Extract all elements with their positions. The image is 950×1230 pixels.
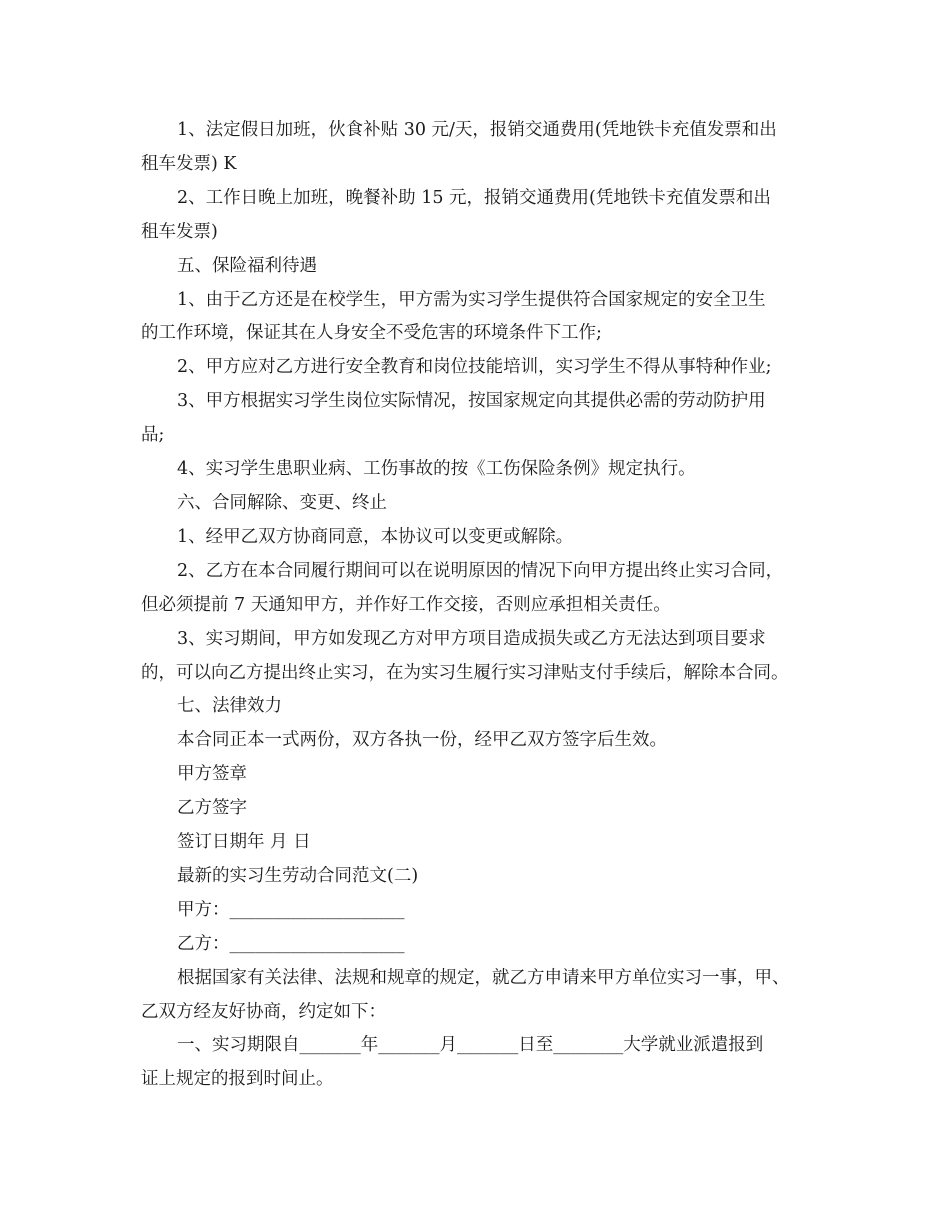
text-line: 3、甲方根据实习学生岗位实际情况，按国家规定向其提供必需的劳动防护用: [177, 391, 766, 412]
text-line: 4、实习学生患职业病、工伤事故的按《工伤保险条例》规定执行。: [177, 459, 696, 480]
text-line: 2、乙方在本合同履行期间可以在说明原因的情况下向甲方提出终止实习合同，: [177, 560, 784, 581]
text-line: 租车发票): [141, 221, 218, 242]
section-heading: 六、合同解除、变更、终止: [177, 492, 387, 513]
document-subtitle: 最新的实习生劳动合同范文(二): [177, 865, 419, 886]
text-line: 本合同正本一式两份，双方各执一份，经甲乙双方签字后生效。: [177, 730, 667, 751]
party-a-field: 甲方：____________________: [177, 899, 405, 920]
signature-line-party-a: 甲方签章: [177, 764, 247, 785]
text-line: 证上规定的报到时间止。: [141, 1069, 334, 1090]
text-line: 根据国家有关法律、法规和规章的规定，就乙方申请来甲方单位实习一事，甲、: [177, 967, 790, 988]
text-line: 一、实习期限自_______年_______月_______日至________大学就业派遣报到: [177, 1035, 764, 1056]
text-line: 乙双方经友好协商，约定如下：: [141, 1001, 386, 1022]
party-b-field: 乙方：____________________: [177, 933, 405, 954]
section-heading: 五、保险福利待遇: [177, 255, 317, 276]
text-line: 的工作环境，保证其在人身安全不受危害的环境条件下工作;: [141, 323, 602, 344]
text-line: 的，可以向乙方提出终止实习，在为实习生履行实习津贴支付手续后，解除本合同。: [141, 662, 789, 683]
text-line: 3、实习期间，甲方如发现乙方对甲方项目造成损失或乙方无法达到项目要求: [177, 628, 766, 649]
text-line: 2、工作日晚上加班，晚餐补助 15 元，报销交通费用(凭地铁卡充值发票和出: [177, 187, 771, 208]
text-line: 2、甲方应对乙方进行安全教育和岗位技能培训，实习学生不得从事特种作业;: [177, 357, 772, 378]
text-line: 1、由于乙方还是在校学生，甲方需为实习学生提供符合国家规定的安全卫生: [177, 289, 766, 310]
text-line: 品;: [141, 425, 165, 446]
text-line: 1、经甲乙双方协商同意，本协议可以变更或解除。: [177, 526, 574, 547]
section-heading: 七、法律效力: [177, 696, 282, 717]
text-line: 但必须提前 7 天通知甲方，并作好工作交接，否则应承担相关责任。: [141, 594, 671, 615]
text-line: 1、法定假日加班，伙食补贴 30 元/天，报销交通费用(凭地铁卡充值发票和出: [177, 120, 777, 140]
signing-date-line: 签订日期年 月 日: [177, 832, 311, 853]
document-body: [141, 114, 821, 1097]
text-line: 租车发票) K: [141, 153, 237, 174]
signature-line-party-b: 乙方签字: [177, 798, 247, 819]
